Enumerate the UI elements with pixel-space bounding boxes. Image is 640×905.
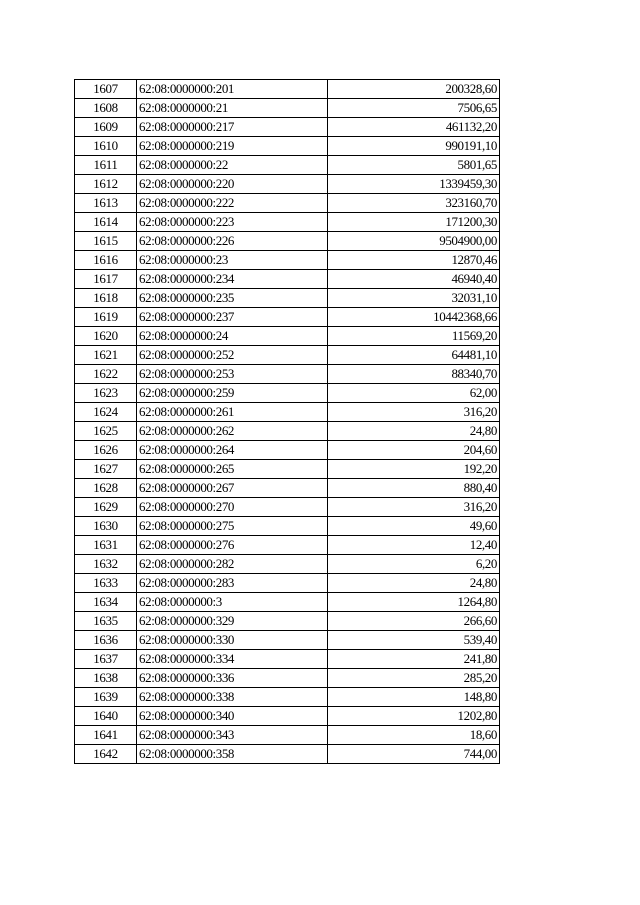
- value-cell: 49,60: [328, 517, 500, 536]
- table-row: [75, 384, 500, 403]
- cadastral-number: 62:08:0000000:282: [137, 555, 328, 574]
- value-cell: 148,80: [328, 688, 500, 707]
- table-row: [75, 327, 500, 346]
- row-number: 1640: [75, 707, 137, 726]
- row-number: 1641: [75, 726, 137, 745]
- row-number: 1624: [75, 403, 137, 422]
- table-row: [75, 80, 500, 99]
- value-cell: 323160,70: [328, 194, 500, 213]
- table-row: [75, 650, 500, 669]
- table-row: [75, 726, 500, 745]
- cadastral-number: 62:08:0000000:252: [137, 346, 328, 365]
- row-number: 1617: [75, 270, 137, 289]
- cadastral-number: 62:08:0000000:237: [137, 308, 328, 327]
- data-table: [74, 79, 500, 764]
- row-number: 1623: [75, 384, 137, 403]
- value-cell: 171200,30: [328, 213, 500, 232]
- cadastral-number: 62:08:0000000:283: [137, 574, 328, 593]
- cadastral-number: 62:08:0000000:21: [137, 99, 328, 118]
- cadastral-number: 62:08:0000000:22: [137, 156, 328, 175]
- row-number: 1631: [75, 536, 137, 555]
- row-number: 1607: [75, 80, 137, 99]
- cadastral-number: 62:08:0000000:275: [137, 517, 328, 536]
- cadastral-number: 62:08:0000000:217: [137, 118, 328, 137]
- table-row: [75, 213, 500, 232]
- row-number: 1628: [75, 479, 137, 498]
- row-number: 1608: [75, 99, 137, 118]
- row-number: 1637: [75, 650, 137, 669]
- table-row: [75, 612, 500, 631]
- cadastral-number: 62:08:0000000:343: [137, 726, 328, 745]
- value-cell: 204,60: [328, 441, 500, 460]
- row-number: 1622: [75, 365, 137, 384]
- table-row: [75, 536, 500, 555]
- value-cell: 192,20: [328, 460, 500, 479]
- table-row: [75, 194, 500, 213]
- cadastral-number: 62:08:0000000:24: [137, 327, 328, 346]
- value-cell: 990191,10: [328, 137, 500, 156]
- cadastral-number: 62:08:0000000:329: [137, 612, 328, 631]
- value-cell: 316,20: [328, 403, 500, 422]
- row-number: 1638: [75, 669, 137, 688]
- table-row: [75, 270, 500, 289]
- row-number: 1615: [75, 232, 137, 251]
- cadastral-number: 62:08:0000000:259: [137, 384, 328, 403]
- table-row: [75, 555, 500, 574]
- table-row: [75, 232, 500, 251]
- value-cell: 46940,40: [328, 270, 500, 289]
- row-number: 1619: [75, 308, 137, 327]
- value-cell: 62,00: [328, 384, 500, 403]
- row-number: 1626: [75, 441, 137, 460]
- table-row: [75, 118, 500, 137]
- table-row: [75, 422, 500, 441]
- value-cell: 200328,60: [328, 80, 500, 99]
- value-cell: 88340,70: [328, 365, 500, 384]
- cadastral-number: 62:08:0000000:219: [137, 137, 328, 156]
- row-number: 1620: [75, 327, 137, 346]
- value-cell: 18,60: [328, 726, 500, 745]
- row-number: 1635: [75, 612, 137, 631]
- table-row: [75, 688, 500, 707]
- table-row: [75, 365, 500, 384]
- value-cell: 12870,46: [328, 251, 500, 270]
- cadastral-number: 62:08:0000000:234: [137, 270, 328, 289]
- cadastral-number: 62:08:0000000:23: [137, 251, 328, 270]
- cadastral-number: 62:08:0000000:220: [137, 175, 328, 194]
- table-row: [75, 441, 500, 460]
- table-row: [75, 669, 500, 688]
- row-number: 1625: [75, 422, 137, 441]
- cadastral-number: 62:08:0000000:340: [137, 707, 328, 726]
- table-row: [75, 99, 500, 118]
- table-row: [75, 707, 500, 726]
- cadastral-number: 62:08:0000000:262: [137, 422, 328, 441]
- row-number: 1621: [75, 346, 137, 365]
- cadastral-number: 62:08:0000000:276: [137, 536, 328, 555]
- value-cell: 744,00: [328, 745, 500, 764]
- value-cell: 461132,20: [328, 118, 500, 137]
- table-row: [75, 517, 500, 536]
- value-cell: 266,60: [328, 612, 500, 631]
- cadastral-number: 62:08:0000000:358: [137, 745, 328, 764]
- cadastral-number: 62:08:0000000:264: [137, 441, 328, 460]
- value-cell: 5801,65: [328, 156, 500, 175]
- value-cell: 880,40: [328, 479, 500, 498]
- value-cell: 241,80: [328, 650, 500, 669]
- cadastral-number: 62:08:0000000:267: [137, 479, 328, 498]
- table-row: [75, 137, 500, 156]
- cadastral-number: 62:08:0000000:235: [137, 289, 328, 308]
- cadastral-number: 62:08:0000000:3: [137, 593, 328, 612]
- row-number: 1636: [75, 631, 137, 650]
- cadastral-number: 62:08:0000000:223: [137, 213, 328, 232]
- cadastral-number: 62:08:0000000:201: [137, 80, 328, 99]
- table-row: [75, 631, 500, 650]
- cadastral-number: 62:08:0000000:334: [137, 650, 328, 669]
- row-number: 1609: [75, 118, 137, 137]
- row-number: 1639: [75, 688, 137, 707]
- row-number: 1611: [75, 156, 137, 175]
- value-cell: 285,20: [328, 669, 500, 688]
- cadastral-number: 62:08:0000000:336: [137, 669, 328, 688]
- table-row: [75, 498, 500, 517]
- table-row: [75, 156, 500, 175]
- row-number: 1610: [75, 137, 137, 156]
- row-number: 1633: [75, 574, 137, 593]
- value-cell: 539,40: [328, 631, 500, 650]
- cadastral-number: 62:08:0000000:338: [137, 688, 328, 707]
- cadastral-number: 62:08:0000000:261: [137, 403, 328, 422]
- value-cell: 1264,80: [328, 593, 500, 612]
- value-cell: 7506,65: [328, 99, 500, 118]
- row-number: 1618: [75, 289, 137, 308]
- value-cell: 1202,80: [328, 707, 500, 726]
- table-row: [75, 175, 500, 194]
- value-cell: 64481,10: [328, 346, 500, 365]
- cadastral-number: 62:08:0000000:330: [137, 631, 328, 650]
- row-number: 1634: [75, 593, 137, 612]
- row-number: 1642: [75, 745, 137, 764]
- table-row: [75, 289, 500, 308]
- row-number: 1627: [75, 460, 137, 479]
- table-row: [75, 479, 500, 498]
- table-row: [75, 403, 500, 422]
- value-cell: 9504900,00: [328, 232, 500, 251]
- table-row: [75, 308, 500, 327]
- table-row: [75, 574, 500, 593]
- value-cell: 32031,10: [328, 289, 500, 308]
- row-number: 1630: [75, 517, 137, 536]
- value-cell: 11569,20: [328, 327, 500, 346]
- cadastral-number: 62:08:0000000:222: [137, 194, 328, 213]
- row-number: 1612: [75, 175, 137, 194]
- table-row: [75, 346, 500, 365]
- value-cell: 6,20: [328, 555, 500, 574]
- row-number: 1614: [75, 213, 137, 232]
- cadastral-number: 62:08:0000000:265: [137, 460, 328, 479]
- table-row: [75, 745, 500, 764]
- row-number: 1613: [75, 194, 137, 213]
- table-body: [75, 80, 500, 764]
- value-cell: 24,80: [328, 574, 500, 593]
- table-row: [75, 460, 500, 479]
- row-number: 1616: [75, 251, 137, 270]
- value-cell: 24,80: [328, 422, 500, 441]
- cadastral-number: 62:08:0000000:253: [137, 365, 328, 384]
- cadastral-number: 62:08:0000000:226: [137, 232, 328, 251]
- value-cell: 12,40: [328, 536, 500, 555]
- table-row: [75, 251, 500, 270]
- value-cell: 1339459,30: [328, 175, 500, 194]
- value-cell: 316,20: [328, 498, 500, 517]
- cadastral-number: 62:08:0000000:270: [137, 498, 328, 517]
- row-number: 1632: [75, 555, 137, 574]
- row-number: 1629: [75, 498, 137, 517]
- table-row: [75, 593, 500, 612]
- value-cell: 10442368,66: [328, 308, 500, 327]
